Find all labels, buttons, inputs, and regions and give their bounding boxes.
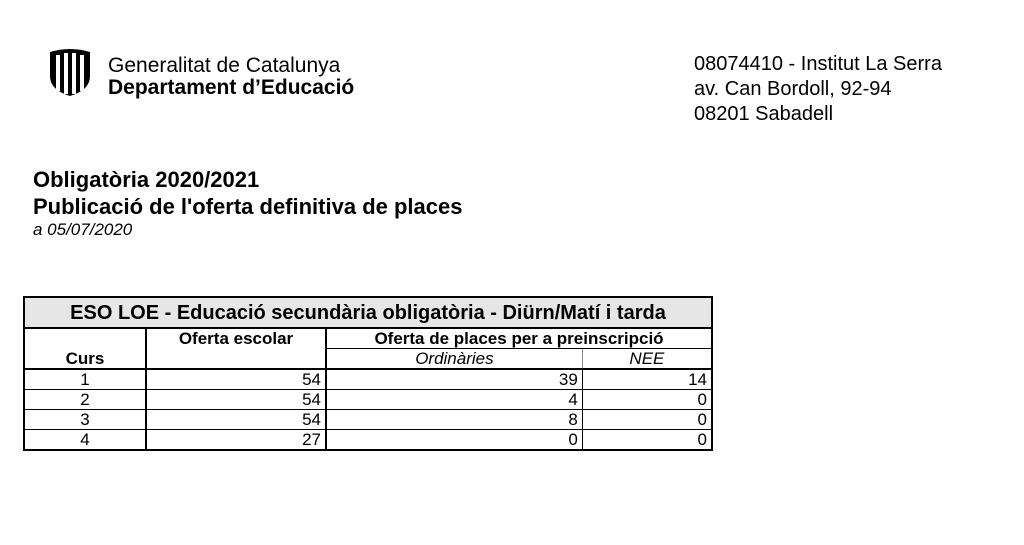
header-curs: Curs [24, 328, 146, 369]
cell-curs: 3 [24, 410, 146, 430]
cell-nee: 0 [697, 430, 707, 449]
cell-curs: 1 [24, 369, 146, 390]
places-table [23, 296, 713, 451]
cell-oferta: 54 [146, 369, 326, 390]
cell-nee: 0 [582, 390, 712, 410]
page-subtitle: Publicació de l'oferta definitiva de places [33, 194, 463, 219]
cell-nee: 14 [582, 369, 712, 390]
header-oferta-spacer [146, 349, 326, 370]
header-nee: NEE [582, 349, 712, 370]
table-caption: ESO LOE - Educació secundària obligatòria - Diürn/Matí i tarda [24, 297, 712, 328]
table-row [24, 430, 712, 451]
org-name: Generalitat de Catalunya [108, 54, 341, 77]
cell-oferta: 54 [146, 410, 326, 430]
cell-ordinaries: 8 [326, 410, 582, 430]
cell-oferta: 54 [146, 390, 326, 410]
page-title: Obligatòria 2020/2021 [33, 167, 260, 192]
school-info [694, 52, 942, 127]
table-row [24, 390, 712, 410]
cell-oferta: 27 [146, 430, 326, 451]
header-oferta-escolar: Oferta escolar [146, 328, 326, 349]
table-row [24, 369, 712, 390]
cell-curs: 4 [24, 430, 146, 451]
cell-curs: 2 [24, 390, 146, 410]
school-code-name: 08074410 - Institut La Serra [694, 53, 942, 75]
header-ordinaries: Ordinàries [326, 349, 582, 370]
cell-ordinaries: 4 [326, 390, 582, 410]
department-name: Departament d’Educació [108, 76, 355, 99]
school-address: av. Can Bordoll, 92-94 [694, 78, 892, 100]
publication-date: a 05/07/2020 [33, 220, 133, 239]
generalitat-emblem-icon [44, 46, 96, 98]
school-postal-city: 08201 Sabadell [694, 103, 834, 125]
title-block [33, 166, 462, 239]
cell-ordinaries: 0 [326, 430, 582, 451]
cell-ordinaries: 39 [326, 369, 582, 390]
header-oferta-preinscripcio: Oferta de places per a preinscripció [326, 328, 712, 349]
table-row [24, 410, 712, 430]
cell-nee: 0 [582, 410, 712, 430]
